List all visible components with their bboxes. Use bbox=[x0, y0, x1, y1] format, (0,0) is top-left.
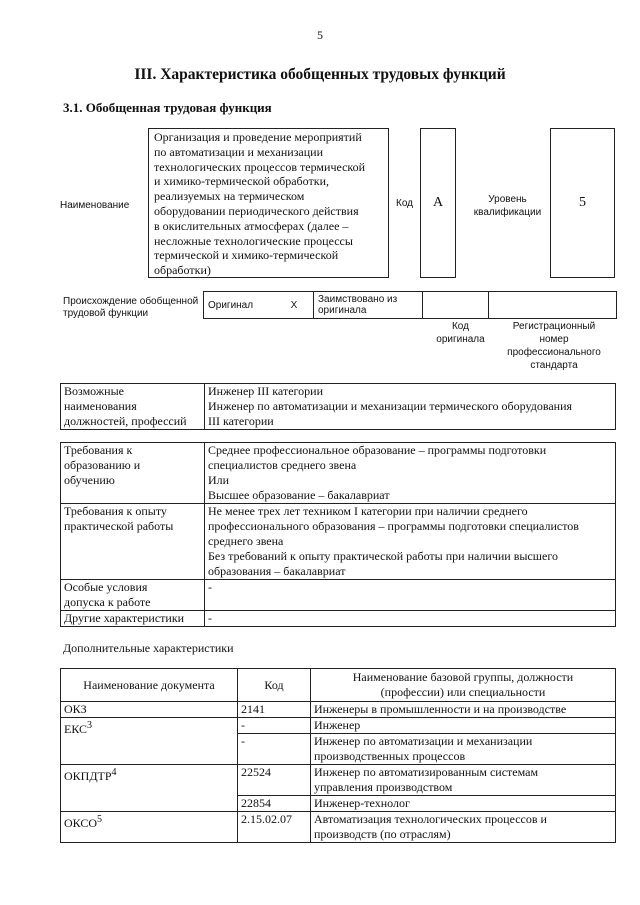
header-code: Код bbox=[238, 669, 311, 702]
possible-names-value bbox=[205, 384, 616, 430]
name-cell: Инженер-технолог bbox=[311, 796, 616, 812]
header-row bbox=[61, 669, 616, 702]
header-name bbox=[311, 669, 616, 702]
function-name-line: реализуемых на термическом bbox=[154, 189, 305, 204]
name-cell bbox=[311, 765, 616, 796]
code-cell: - bbox=[238, 734, 311, 765]
code-cell: - bbox=[238, 718, 311, 734]
code-cell: 2141 bbox=[238, 702, 311, 718]
label-line: практической работы bbox=[64, 519, 174, 533]
requirement-label bbox=[61, 443, 205, 504]
value-line: Инженер III категории bbox=[208, 384, 323, 398]
value-line: среднего звена bbox=[208, 534, 284, 548]
doc-cell bbox=[61, 765, 238, 812]
label-line: обучению bbox=[64, 473, 115, 487]
code-cell: 22524 bbox=[238, 765, 311, 796]
function-name-line: в окислительных атмосферах (далее – bbox=[154, 218, 349, 233]
name-cell bbox=[311, 812, 616, 843]
borrowed-label bbox=[314, 292, 423, 319]
value-line: Не менее трех лет техником I категории при наличии среднего bbox=[208, 504, 528, 518]
doc-name: ЕКС bbox=[64, 722, 88, 736]
value-line: специалистов среднего звена bbox=[208, 458, 357, 472]
function-name-line: несложные технологические процессы bbox=[154, 233, 353, 248]
label-line: Особые условия bbox=[64, 580, 148, 594]
code-original-label bbox=[427, 320, 494, 346]
reg-number-line: стандарта bbox=[530, 360, 578, 371]
requirements-table bbox=[60, 442, 616, 627]
name-line: управления производством bbox=[314, 780, 453, 794]
reg-number-label bbox=[494, 320, 614, 372]
table-row bbox=[61, 702, 616, 718]
doc-cell bbox=[61, 702, 238, 718]
table-row bbox=[61, 765, 616, 796]
code-label: Код bbox=[396, 198, 414, 209]
name-line: производств (по отраслям) bbox=[314, 827, 451, 841]
code-original-line: Код bbox=[451, 321, 469, 332]
name-line: Инженер по автоматизированным системам bbox=[314, 765, 539, 779]
value-line: Высшее образование – бакалавриат bbox=[208, 488, 390, 502]
original-mark: X bbox=[275, 292, 314, 319]
label-line: Требования к bbox=[64, 443, 133, 457]
name-line: производственных процессов bbox=[314, 749, 466, 763]
name-cell: Инженер bbox=[311, 718, 616, 734]
value-line: образования – бакалавриат bbox=[208, 564, 346, 578]
requirement-row bbox=[61, 580, 616, 611]
requirement-value: - bbox=[205, 611, 616, 627]
table-row bbox=[61, 718, 616, 734]
function-name-line: и химико-термической обработки, bbox=[154, 174, 329, 189]
code-cell: 22854 bbox=[238, 796, 311, 812]
level-label-line: квалификации bbox=[473, 207, 542, 218]
value-line: профессионального образования – программы подготовки специалистов bbox=[208, 519, 579, 533]
name-cell: Инженеры в промышленности и на производстве bbox=[311, 702, 616, 718]
label-line: образованию и bbox=[64, 458, 141, 472]
table-row bbox=[61, 812, 616, 843]
borrowed-label-line: Заимствовано из bbox=[318, 294, 398, 305]
reg-number-line: профессионального bbox=[507, 347, 601, 358]
header-name-line: Наименование базовой группы, должности bbox=[352, 670, 574, 684]
requirement-value bbox=[205, 504, 616, 580]
value-line: Без требований к опыту практической работы при наличии высшего bbox=[208, 549, 558, 563]
requirement-row bbox=[61, 504, 616, 580]
name-line: Автоматизация технологических процессов и bbox=[314, 812, 547, 826]
additional-table bbox=[60, 668, 616, 843]
function-name-line: термической и химико-термической bbox=[154, 248, 339, 263]
doc-name: ОКЗ bbox=[64, 702, 87, 716]
label-line: наименования bbox=[64, 399, 137, 413]
value-line: Инженер по автоматизации и механизации термического оборудования bbox=[208, 399, 573, 413]
page-number: 5 bbox=[317, 28, 323, 42]
value-line: Среднее профессиональное образование – программы подготовки bbox=[208, 443, 547, 457]
code-value-box: A bbox=[420, 128, 456, 278]
requirement-label bbox=[61, 504, 205, 580]
label-line: должностей, профессий bbox=[64, 414, 187, 428]
possible-names-label bbox=[61, 384, 205, 430]
footnote-mark: 3 bbox=[87, 720, 93, 731]
reg-number-cell bbox=[489, 292, 617, 319]
doc-name: ОКПДТР bbox=[64, 769, 112, 783]
value-line: III категории bbox=[208, 414, 274, 428]
function-name-line: Организация и проведение мероприятий bbox=[154, 130, 362, 144]
qualification-level-box: 5 bbox=[550, 128, 615, 278]
borrowed-label-line: оригинала bbox=[318, 305, 367, 316]
requirement-label: Другие характеристики bbox=[61, 611, 205, 627]
value-line: Или bbox=[208, 473, 230, 487]
name-line: Инженер по автоматизации и механизации bbox=[314, 734, 533, 748]
code-original-cell bbox=[423, 292, 489, 319]
label-line: Требования к опыту bbox=[64, 504, 167, 518]
function-name-line: обработки) bbox=[154, 263, 211, 278]
footnote-mark: 5 bbox=[97, 814, 103, 825]
possible-names-table bbox=[60, 383, 616, 430]
origin-label bbox=[63, 296, 203, 320]
name-cell bbox=[311, 734, 616, 765]
requirement-label bbox=[61, 580, 205, 611]
requirement-row bbox=[61, 443, 616, 504]
qualification-level-label bbox=[470, 193, 545, 219]
doc-name: ОКСО bbox=[64, 816, 98, 830]
additional-title: Дополнительные характеристики bbox=[63, 641, 234, 655]
requirement-value bbox=[205, 443, 616, 504]
code-cell: 2.15.02.07 bbox=[238, 812, 311, 843]
original-label: Оригинал bbox=[204, 292, 276, 319]
origin-label-line: трудовой функции bbox=[63, 308, 149, 319]
level-label-line: Уровень bbox=[488, 194, 527, 205]
header-doc: Наименование документа bbox=[61, 669, 238, 702]
doc-cell bbox=[61, 812, 238, 843]
footnote-mark: 4 bbox=[111, 767, 117, 778]
section-title: III. Характеристика обобщенных трудовых функций bbox=[134, 66, 506, 83]
origin-label-line: Происхождение обобщенной bbox=[63, 296, 199, 307]
origin-table bbox=[203, 291, 617, 319]
reg-number-line: Регистрационный bbox=[512, 321, 596, 332]
code-original-line: оригинала bbox=[436, 334, 485, 345]
name-label: Наименование bbox=[60, 200, 130, 211]
requirement-value: - bbox=[205, 580, 616, 611]
subsection-title: 3.1. Обобщенная трудовая функция bbox=[63, 100, 272, 115]
function-name-line: технологических процессов термической bbox=[154, 159, 366, 174]
requirement-row bbox=[61, 611, 616, 627]
label-line: Возможные bbox=[64, 384, 124, 398]
reg-number-line: номер bbox=[539, 334, 569, 345]
function-name-box bbox=[148, 128, 389, 278]
function-name-line: по автоматизации и механизации bbox=[154, 144, 324, 159]
label-line: допуска к работе bbox=[64, 595, 151, 609]
doc-cell bbox=[61, 718, 238, 765]
function-name-line: оборудовании периодического действия bbox=[154, 203, 359, 218]
header-name-line: (профессии) или специальности bbox=[380, 685, 546, 699]
